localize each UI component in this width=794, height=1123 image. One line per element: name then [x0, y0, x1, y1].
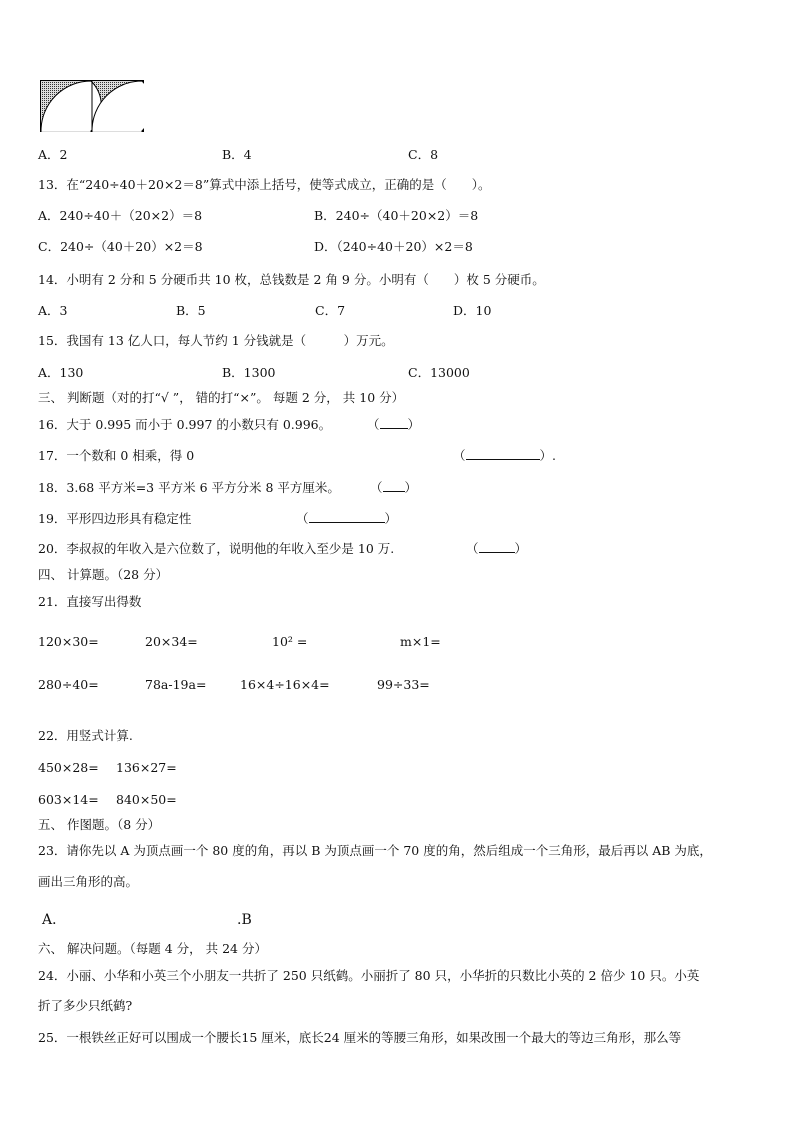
q15-stem: 15．我国有 13 亿人口，每人节约 1 分钱就是（ ）万元。 [38, 333, 394, 348]
q21-item: 16×4÷16×4= [240, 677, 330, 692]
q18-text: 18．3.68 平方米=3 平方米 6 平方分米 8 平方厘米。 [38, 480, 340, 495]
q21-item: 99÷33= [377, 677, 430, 692]
q15-option-c: C．13000 [408, 365, 470, 380]
q22-title: 22．用竖式计算. [38, 728, 133, 743]
section5-title: 五、 作图题。（8 分） [38, 817, 161, 832]
q14-option-c: C．7 [315, 303, 346, 318]
paren-open: （ [296, 511, 309, 526]
q19-answer-blank [296, 511, 397, 527]
q22-item: 603×14= [38, 792, 99, 807]
section6-title: 六、 解决问题。（每题 4 分， 共 24 分） [38, 941, 267, 956]
q14-option-d: D．10 [453, 303, 492, 318]
paren-open: （ [370, 480, 383, 495]
q13-option-c: C．240÷（40＋20）×2＝8 [38, 239, 203, 254]
q21-item: 10² = [272, 634, 308, 649]
q20-text: 20．李叔叔的年收入是六位数了，说明他的年收入至少是 10 万. [38, 541, 395, 556]
q12-option-b: B．4 [222, 147, 252, 162]
section4-title: 四、 计算题。（28 分） [38, 567, 169, 582]
q21-item: 20×34= [145, 634, 198, 649]
q20-answer-blank [466, 541, 527, 557]
q21-item: m×1= [400, 634, 441, 649]
q21-item: 280÷40= [38, 677, 99, 692]
q13-option-d: D．（240÷40＋20）×2＝8 [314, 239, 473, 254]
answer-line [466, 448, 540, 460]
q21-item: 120×30= [38, 634, 99, 649]
q21-item: 78a-19a= [145, 677, 207, 692]
paren-open: （ [367, 417, 380, 432]
q22-item: 450×28= [38, 760, 99, 775]
answer-line [383, 480, 405, 492]
q13-stem: 13．在“240÷40＋20×2＝8”算式中添上括号，使等式成立，正确的是（ ）。 [38, 177, 491, 192]
q18-answer-blank [370, 480, 417, 496]
shaded-arcs-figure [40, 80, 144, 132]
point-a-label: A． [42, 912, 67, 928]
q24-line2: 折了多少只纸鹤? [38, 998, 133, 1013]
answer-line [479, 541, 515, 553]
q24-line1: 24．小丽、小华和小英三个小朋友一共折了 250 只纸鹤。小丽折了 80 只，小华折的只数比小英的 2 倍少 10 只。小英 [38, 968, 700, 983]
paren-close: ） [384, 511, 398, 526]
paren-close: ）. [539, 448, 556, 463]
q21-title: 21．直接写出得数 [38, 594, 142, 609]
q22-item: 136×27= [116, 760, 177, 775]
q12-option-c: C．8 [408, 147, 439, 162]
q13-option-a: A．240÷40＋（20×2）＝8 [38, 208, 203, 223]
q25-line1: 25．一根铁丝正好可以围成一个腰长15 厘米，底长24 厘米的等腰三角形，如果改围一个最大的等边三角形，那么等 [38, 1030, 682, 1045]
q16-text: 16．大于 0.995 而小于 0.997 的小数只有 0.996。 [38, 417, 332, 432]
q14-stem: 14．小明有 2 分和 5 分硬币共 10 枚，总钱数是 2 角 9 分。小明有（ ）枚 5 分硬币。 [38, 272, 545, 287]
point-b-label: .B [237, 912, 252, 928]
q12-option-a: A．2 [38, 147, 68, 162]
q13-option-b: B．240÷（40＋20×2）＝8 [314, 208, 479, 223]
q15-option-a: A．130 [38, 365, 84, 380]
answer-line [380, 417, 408, 429]
q17-text: 17．一个数和 0 相乘，得 0 [38, 448, 195, 463]
q19-text: 19．平形四边形具有稳定性 [38, 511, 192, 526]
q15-option-b: B．1300 [222, 365, 276, 380]
q14-option-b: B．5 [176, 303, 206, 318]
q16-answer-blank [367, 417, 420, 433]
section3-title: 三、 判断题（对的打“√ ”， 错的打“×”。 每题 2 分， 共 10 分） [38, 390, 405, 405]
q22-item: 840×50= [116, 792, 177, 807]
paren-close: ） [514, 541, 528, 556]
q17-answer-blank [453, 448, 556, 464]
answer-line [309, 511, 385, 523]
paren-open: （ [453, 448, 466, 463]
paren-close: ） [407, 417, 421, 432]
q23-line2: 画出三角形的高。 [38, 874, 139, 889]
paren-close: ） [404, 480, 418, 495]
paren-open: （ [466, 541, 479, 556]
q14-option-a: A．3 [38, 303, 68, 318]
q23-line1: 23．请你先以 A 为顶点画一个 80 度的角，再以 B 为顶点画一个 70 度的角，然后组成一个三角形，最后再以 AB 为底， [38, 843, 712, 858]
